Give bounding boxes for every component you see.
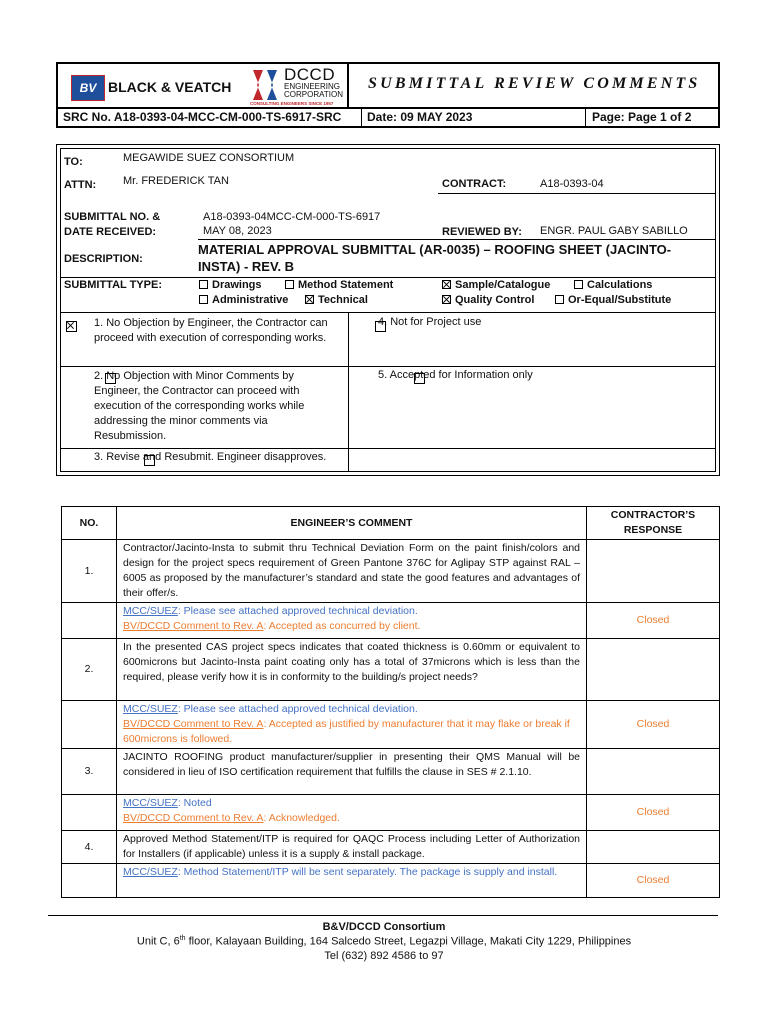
row-number: 4. [62, 831, 117, 864]
description-label: DESCRIPTION: [64, 253, 143, 265]
status-5-text: 5. Accepted for Information only [378, 369, 533, 381]
checkbox-or-equal[interactable] [555, 295, 564, 304]
footer-telephone: Tel (632) 892 4586 to 97 [324, 950, 444, 962]
description-underline [198, 239, 716, 240]
dccd-sub1: ENGINEERING [284, 82, 341, 91]
response-status: Closed [587, 603, 720, 639]
src-number: SRC No. A18-0393-04-MCC-CM-000-TS-6917-SRC [63, 110, 342, 124]
bv-text: : Acknowledged. [263, 812, 340, 824]
contract-label: CONTRACT: [442, 178, 507, 190]
type-quality-control[interactable]: Quality Control [442, 294, 534, 306]
checkbox-calculations[interactable] [574, 280, 583, 289]
header-divider-page [585, 107, 586, 128]
type-sample-catalogue[interactable]: Sample/Catalogue [442, 279, 550, 291]
response-cell-top [587, 749, 720, 795]
submittal-number: A18-0393-04MCC-CM-000-TS-6917 [203, 211, 381, 223]
mcc-text: : Please see attached approved technical deviation. [177, 703, 418, 715]
table-row [62, 831, 720, 864]
bv-label: BV/DCCD Comment to Rev. A [123, 620, 264, 632]
table-row [62, 749, 720, 795]
header-divider-date [361, 107, 362, 128]
table-row-reply [62, 603, 720, 639]
bv-company-name: BLACK & VEATCH [108, 79, 232, 95]
mcc-text: : Method Statement/ITP will be sent separately. The package is supply and install. [177, 866, 558, 878]
col-no-header: NO. [62, 507, 117, 540]
status-line-2 [60, 448, 716, 449]
bv-text: : Accepted as justified by manufacturer that it may flake or break if 600microns is followed. [123, 718, 570, 745]
table-row-reply [62, 701, 720, 749]
to-label: TO: [64, 156, 83, 168]
row-number-empty [62, 701, 117, 749]
submittal-label-1: SUBMITTAL NO. & [64, 211, 161, 223]
response-cell-top [587, 831, 720, 864]
mcc-text: : Noted [177, 797, 212, 809]
attn-label: ATTN: [64, 179, 97, 191]
page-title: SUBMITTAL REVIEW COMMENTS [368, 75, 701, 92]
header-divider-horizontal [56, 107, 720, 109]
mcc-label: MCC/SUEZ [123, 605, 178, 617]
status-divider [348, 312, 349, 472]
comments-table [61, 506, 720, 898]
checkbox-status-1[interactable] [66, 321, 77, 332]
engineer-comment: Contractor/Jacinto-Insta to submit thru Technical Deviation Form on the paint finish/colors and design for the project specs requirement of Green Pantone 376C for Aglipay STP against RAL – 6005 as proposed by the manufacturer’s standard and state the good features and advantages of their offer/s. [117, 540, 587, 603]
status-line-1 [60, 366, 716, 367]
mcc-label: MCC/SUEZ [123, 703, 178, 715]
type-or-equal[interactable]: Or-Equal/Substitute [555, 294, 671, 306]
row-number: 1. [62, 540, 117, 603]
status-2-text: 2. No Objection with Minor Comments by Engineer, the Contractor can proceed with execution of the corresponding works while addressing the minor comments via Resubmission. [94, 370, 305, 442]
bv-text: : Accepted as concurred by client. [263, 620, 421, 632]
bv-logo: BV [71, 75, 105, 101]
contract-line [438, 193, 716, 194]
reviewed-by-value: ENGR. PAUL GABY SABILLO [540, 225, 688, 237]
type-calculations[interactable]: Calculations [574, 279, 652, 291]
contract-value: A18-0393-04 [540, 178, 604, 190]
status-3-text: 3. Revise and Resubmit. Engineer disapproves. [94, 451, 327, 463]
footer-rule [48, 915, 718, 916]
reply-comment [117, 864, 587, 898]
checkbox-technical[interactable] [305, 295, 314, 304]
dccd-name: DCCD [284, 65, 336, 84]
checkbox-method-statement[interactable] [285, 280, 294, 289]
mcc-label: MCC/SUEZ [123, 797, 178, 809]
mcc-text: : Please see attached approved technical deviation. [177, 605, 418, 617]
table-row [62, 639, 720, 701]
engineer-comment: JACINTO ROOFING product manufacturer/supplier in presenting their QMS Manual will be considered in lieu of ISO certification requirement that fulfills the clause in SES # 2.1.10. [117, 749, 587, 795]
response-status: Closed [587, 701, 720, 749]
table-header-row [62, 507, 720, 540]
reply-comment [117, 795, 587, 831]
response-status: Closed [587, 795, 720, 831]
description-value: MATERIAL APPROVAL SUBMITTAL (AR-0035) – ROOFING SHEET (JACINTO-INSTA) - REV. B [198, 242, 672, 274]
status-1-text: 1. No Objection by Engineer, the Contractor can proceed with execution of corresponding works. [94, 317, 328, 344]
table-row-reply [62, 795, 720, 831]
table-row-reply [62, 864, 720, 898]
dccd-tagline: CONSULTING ENGINEERS SINCE 1957 [250, 101, 334, 106]
row-number-empty [62, 864, 117, 898]
type-drawings[interactable]: Drawings [199, 279, 262, 291]
submittal-type-label: SUBMITTAL TYPE: [64, 279, 162, 291]
response-cell-top [587, 540, 720, 603]
date-field: Date: 09 MAY 2023 [367, 110, 473, 124]
table-row [62, 540, 720, 603]
type-line [60, 312, 716, 313]
to-value: MEGAWIDE SUEZ CONSORTIUM [123, 152, 295, 164]
bv-label: BV/DCCD Comment to Rev. A [123, 812, 264, 824]
reviewed-by-label: REVIEWED BY: [442, 226, 522, 238]
engineer-comment: Approved Method Statement/ITP is required for QAQC Process including Letter of Authorization for Installers (if applicable) unless it is a supply & install package. [117, 831, 587, 864]
type-administrative[interactable]: Administrative [199, 294, 288, 306]
dccd-sub2: CORPORATION [284, 90, 343, 99]
footer-address: Unit C, 6th floor, Kalayaan Building, 164 Salcedo Street, Legazpi Village, Makati City 1229, Philippines [136, 935, 632, 948]
submittal-label-2: DATE RECEIVED: [64, 226, 157, 238]
description-line [60, 277, 716, 278]
footer-consortium: B&V/DCCD Consortium [322, 921, 446, 933]
header-divider-vertical [347, 62, 349, 108]
row-number: 2. [62, 639, 117, 701]
type-technical[interactable]: Technical [305, 294, 368, 306]
response-status: Closed [587, 864, 720, 898]
row-number: 3. [62, 749, 117, 795]
reply-comment [117, 701, 587, 749]
row-number-empty [62, 603, 117, 639]
date-received: MAY 08, 2023 [203, 225, 272, 237]
row-number-empty [62, 795, 117, 831]
checkbox-quality-control[interactable] [442, 295, 451, 304]
status-4-text: 4. Not for Project use [378, 316, 482, 328]
col-response-header: CONTRACTOR’S RESPONSE [587, 507, 720, 540]
type-method-statement[interactable]: Method Statement [285, 279, 393, 291]
response-cell-top [587, 639, 720, 701]
bv-label: BV/DCCD Comment to Rev. A [123, 718, 264, 730]
checkbox-sample-catalogue[interactable] [442, 280, 451, 289]
col-comment-header: ENGINEER’S COMMENT [117, 507, 587, 540]
page-number: Page: Page 1 of 2 [592, 110, 692, 124]
engineer-comment: In the presented CAS project specs indicates that coated thickness is 0.60mm or equivalent to 600microns but Jacinto-Insta paint coating only has a total of 37microns which is less than the required, please verify how it is in conformity to the building/s project needs? [117, 639, 587, 701]
dccd-logo-mark [249, 68, 281, 102]
checkbox-drawings[interactable] [199, 280, 208, 289]
checkbox-administrative[interactable] [199, 295, 208, 304]
attn-value: Mr. FREDERICK TAN [123, 175, 229, 187]
reply-comment [117, 603, 587, 639]
mcc-label: MCC/SUEZ [123, 866, 178, 878]
